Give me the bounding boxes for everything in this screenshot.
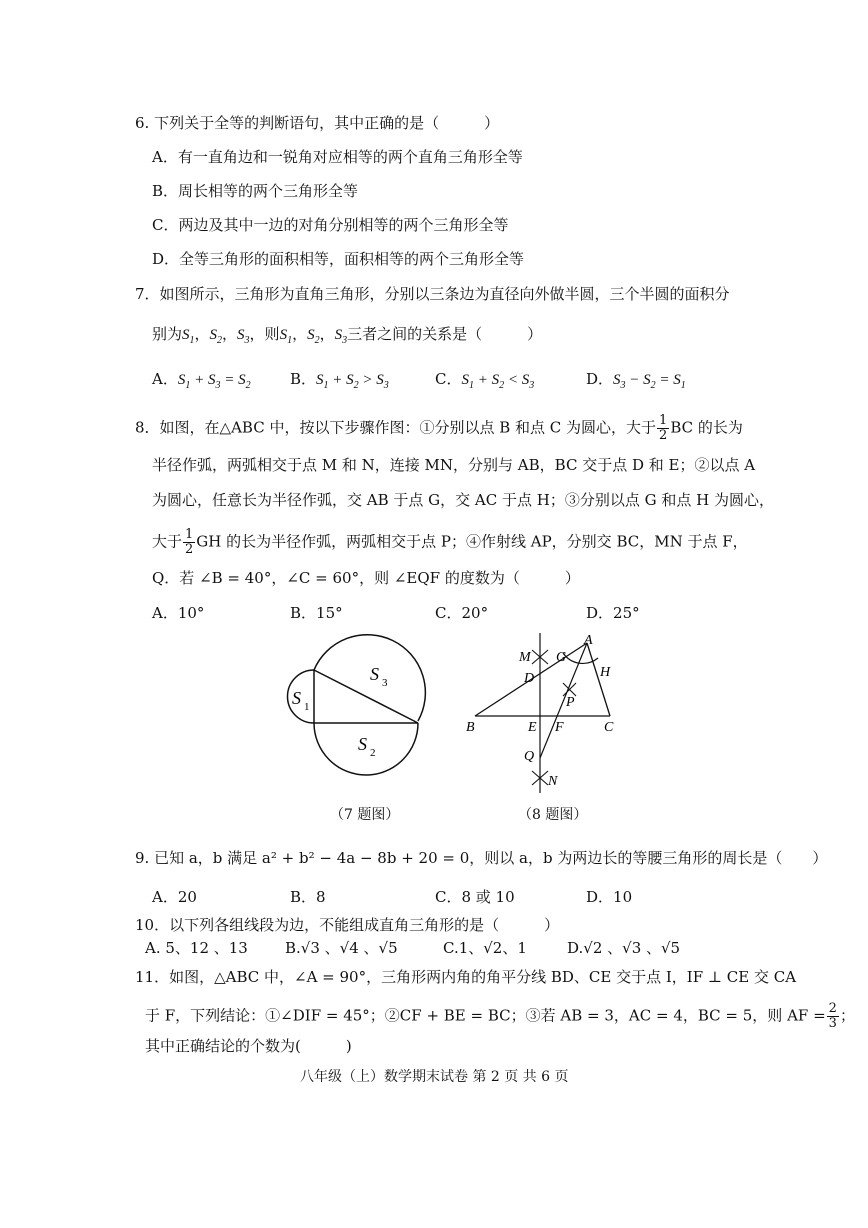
q10-option-b: B.√3 、√4 、√5: [285, 939, 398, 957]
point-label-g: G: [556, 650, 567, 665]
q10-option-a: A. 5、12 、13: [145, 939, 248, 957]
fraction-half: $\frac{1}{2}$: [185, 527, 194, 557]
point-label-q: Q: [524, 749, 535, 764]
q8-option-b: B．15°: [290, 604, 343, 622]
point-label-f: F: [555, 720, 564, 735]
point-label-c: C: [604, 720, 614, 735]
fraction-half: $\frac{1}{2}$: [659, 413, 668, 443]
q8-stem-line3: 为圆心，任意长为半径作弧，交 AB 于点 G，交 AC 于点 H；③分别以点 G 和点 H 为圆心，: [152, 491, 774, 509]
figure-7-caption: （7 题图）: [330, 807, 400, 823]
point-label-p: P: [566, 695, 575, 710]
q6-stem: 6. 下列关于全等的判断语句，其中正确的是（ ）: [135, 114, 500, 132]
label-s1: S: [292, 688, 301, 708]
q7-stem-line2: 别为$S_1$，$S_2$，$S_3$，则$S_1$，$S_2$，$S_3$三者之间的关系是（ ）: [152, 325, 543, 346]
q8-option-c: C．20°: [435, 604, 489, 622]
label-s1-subscript: 1: [304, 701, 310, 713]
point-label-n: N: [548, 774, 558, 789]
q7-option-a: A．$S_1 + S_3 = S_2$: [152, 370, 251, 391]
figure-8-construction: [460, 628, 640, 798]
label-s2: S: [358, 734, 367, 754]
q8-stem-line5: Q．若 ∠B = 40°，∠C = 60°，则 ∠EQF 的度数为（ ）: [152, 569, 580, 587]
q11-stem-line2: 于 F，下列结论：①∠DIF = 45°；②CF + BE = BC；③若 AB = 3，AC = 4，BC = 5，则 AF = $\frac{2}{3}$ ；: [145, 1001, 855, 1031]
q7-option-b: B．$S_1 + S_2 > S_3$: [290, 370, 389, 391]
q8-stem-line1: 8．如图，在△ABC 中，按以下步骤作图：①分别以点 B 和点 C 为圆心，大于 $\frac{1}{2}$ BC 的长为: [135, 413, 743, 443]
q7-option-d: D．$S_3 - S_2 = S_1$: [586, 370, 686, 391]
q9-option-a: A．20: [152, 888, 197, 906]
q8-option-d: D．25°: [586, 604, 640, 622]
q11-stem-line3: 其中正确结论的个数为( ): [145, 1037, 352, 1055]
fraction-two-thirds: $\frac{2}{3}$: [828, 1001, 837, 1031]
label-s2-subscript: 2: [370, 747, 376, 759]
q10-option-c: C.1、√2、1: [443, 939, 527, 957]
point-label-e: E: [528, 720, 537, 735]
q10-stem: 10．以下列各组线段为边，不能组成直角三角形的是（ ）: [135, 916, 560, 934]
q6-option-b: B．周长相等的两个三角形全等: [152, 182, 359, 200]
q7-line2-pre: 别为: [152, 325, 183, 343]
q8-stem-line2: 半径作弧，两弧相交于点 M 和 N，连接 MN，分别与 AB，BC 交于点 D 和 E；②以点 A: [152, 456, 756, 474]
q11-stem-line1: 11．如图，△ABC 中，∠A = 90°，三角形两内角的角平分线 BD、CE 交于点 I，IF ⊥ CE 交 CA: [135, 968, 797, 986]
q9-option-c: C．8 或 10: [435, 888, 515, 906]
q10-option-d: D.√2 、√3 、√5: [567, 939, 681, 957]
q8-option-a: A．10°: [152, 604, 205, 622]
q7-option-c: C．$S_1 + S_2 < S_3$: [435, 370, 535, 391]
q6-option-c: C．两边及其中一边的对角分别相等的两个三角形全等: [152, 216, 509, 234]
point-label-d: D: [524, 671, 535, 686]
q7-stem-line1: 7．如图所示，三角形为直角三角形，分别以三条边为直径向外做半圆，三个半圆的面积分: [135, 285, 730, 303]
q6-option-d: D．全等三角形的面积相等，面积相等的两个三角形全等: [152, 250, 525, 268]
point-label-b: B: [466, 720, 475, 735]
point-label-a: A: [584, 633, 593, 648]
q9-option-b: B．8: [290, 888, 326, 906]
q9-option-d: D．10: [586, 888, 633, 906]
figure-8-caption: （8 题图）: [518, 807, 588, 823]
page-footer: 八年级（上）数学期末试卷 第 2 页 共 6 页: [300, 1069, 569, 1085]
q9-stem: 9. 已知 a，b 满足 a² + b² − 4a − 8b + 20 = 0，则以 a，b 为两边长的等腰三角形的周长是（ ）: [135, 849, 828, 867]
q6-option-a: A．有一直角边和一锐角对应相等的两个直角三角形全等: [152, 148, 523, 166]
q7-line2-post: 三者之间的关系是（ ）: [347, 325, 543, 343]
label-s3-subscript: 3: [382, 677, 388, 689]
figure-7-semicircles: [270, 630, 440, 780]
label-s3: S: [370, 664, 379, 684]
point-label-h: H: [600, 665, 611, 680]
q8-stem-line4: 大于 $\frac{1}{2}$ GH 的长为半径作弧，两弧相交于点 P；④作射线 AP，分别交 BC，MN 于点 F，: [152, 527, 748, 557]
point-label-m: M: [519, 650, 531, 665]
